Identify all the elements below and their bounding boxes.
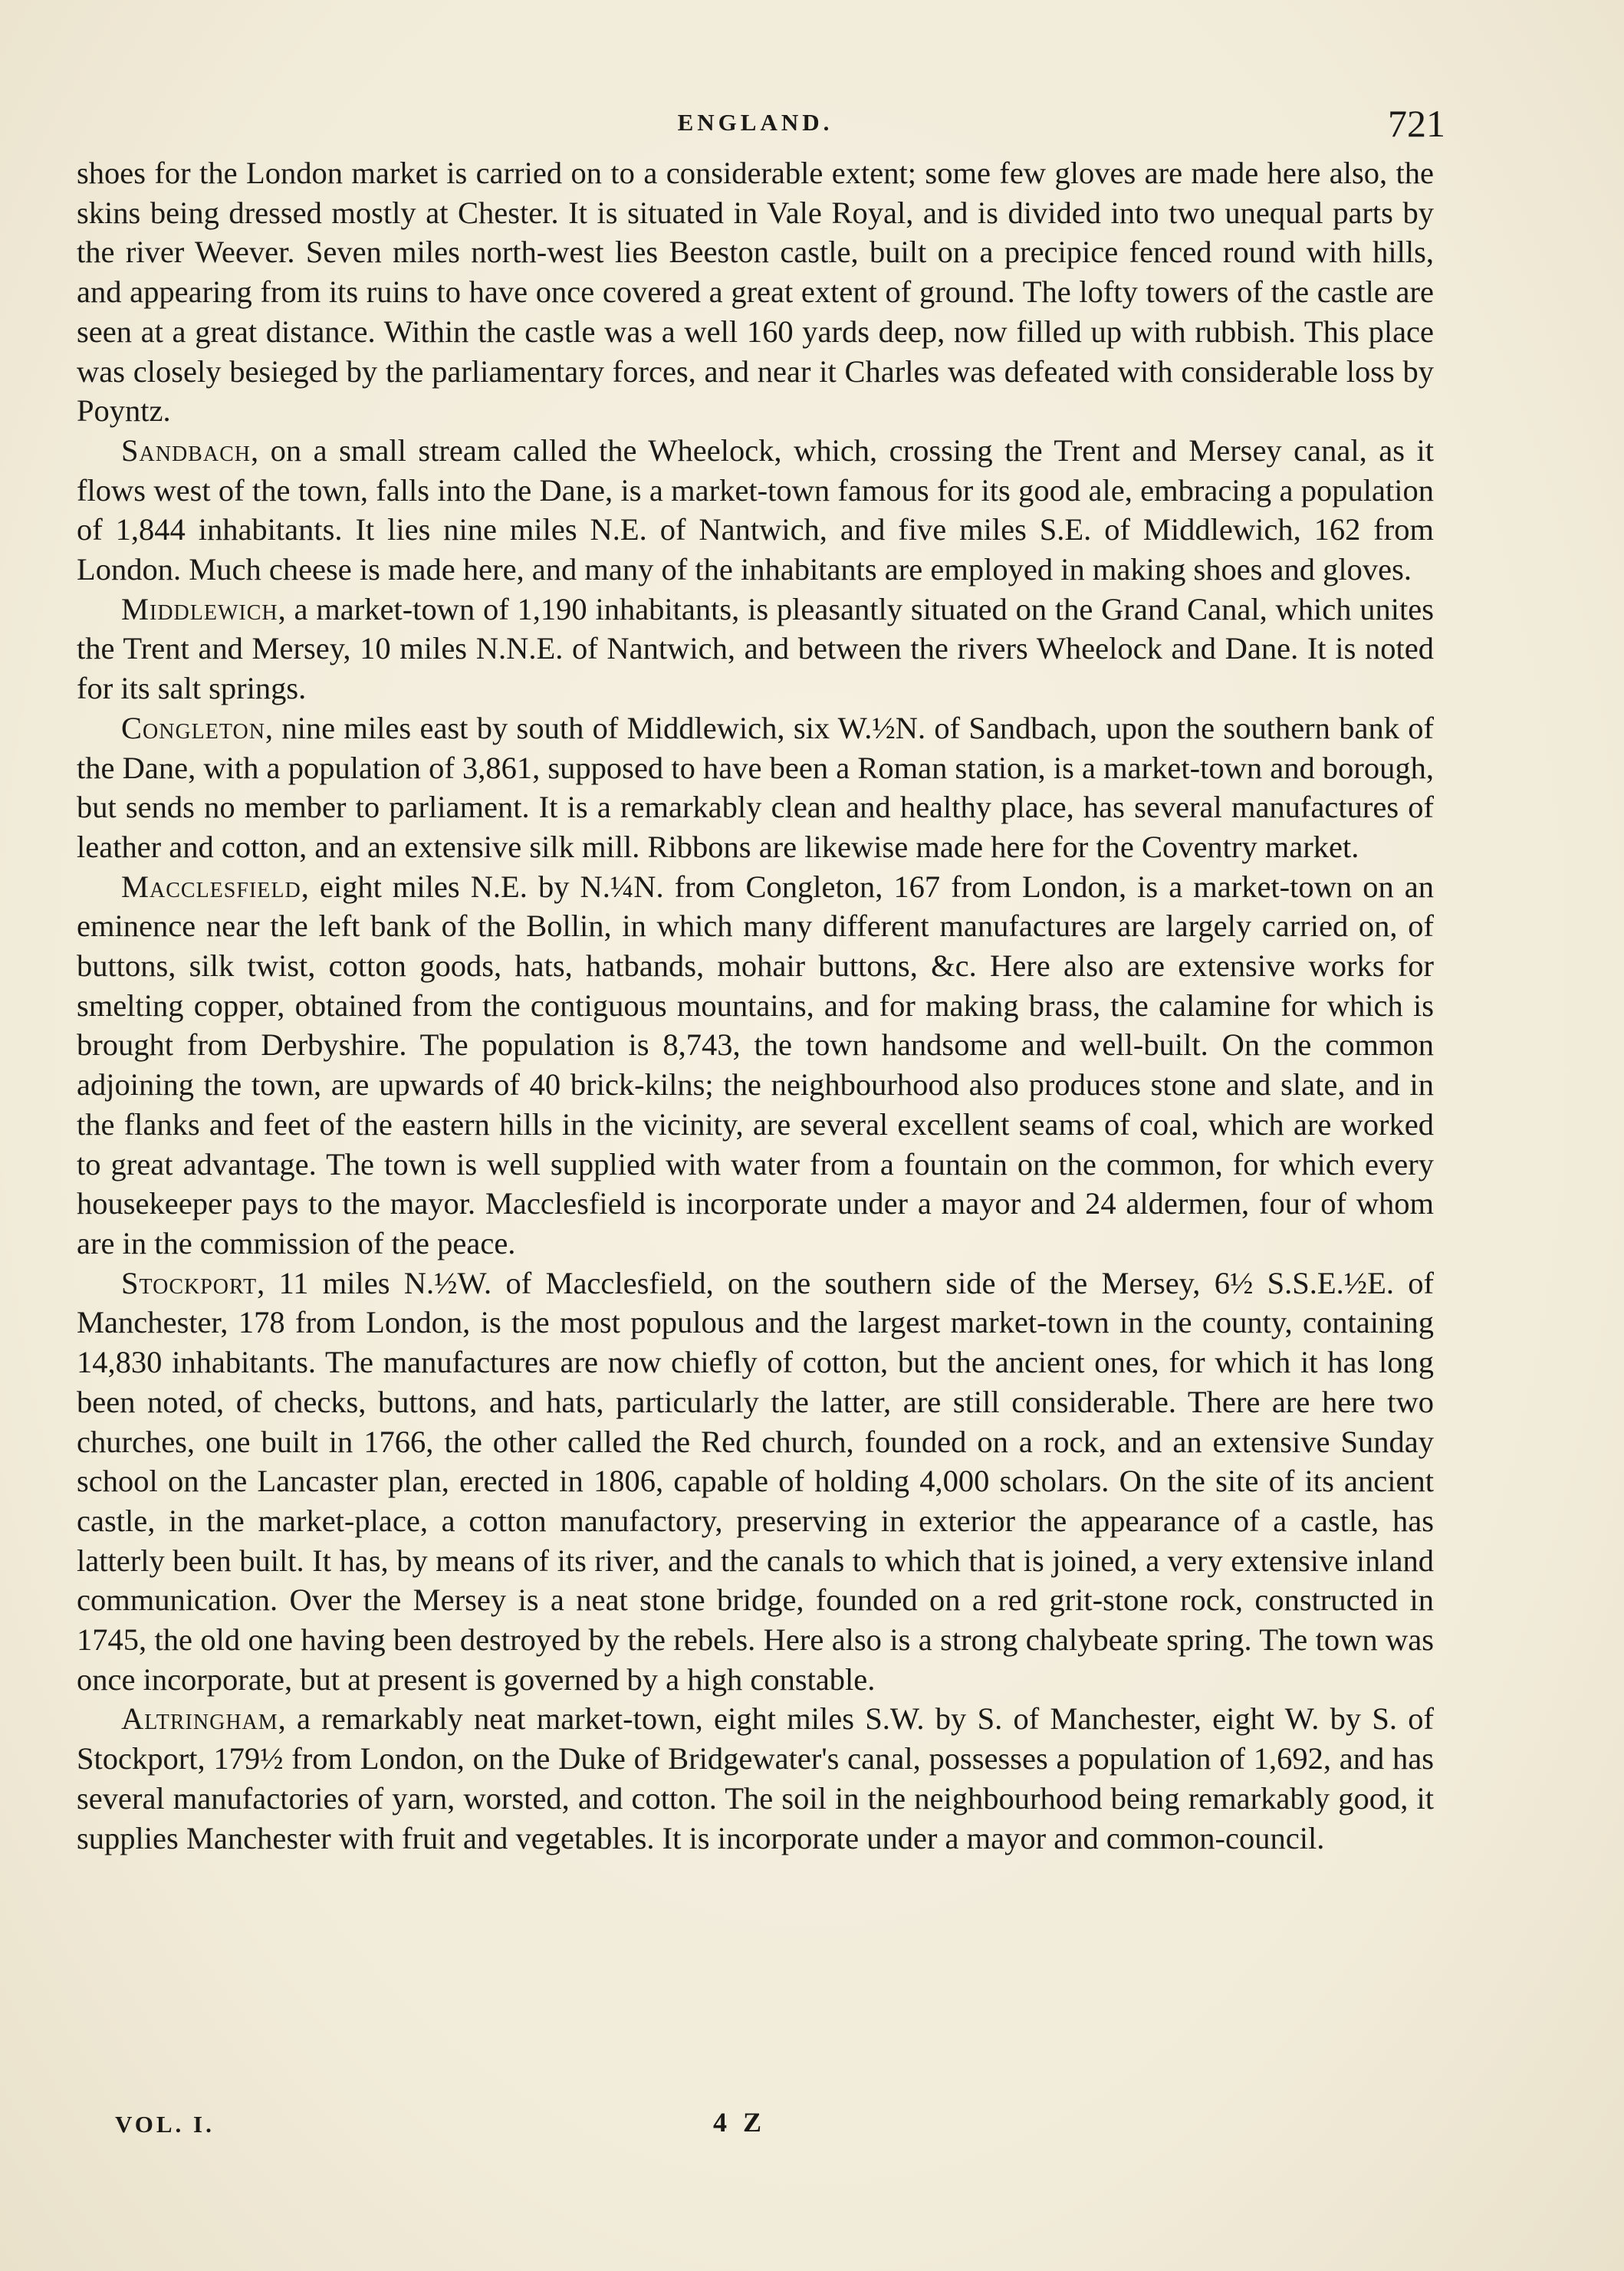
paragraph-text: , 11 miles N.½W. of Macclesfield, on the southern side of the Mersey, 6½ S.S.E.½E. of Manchester, 178 from London, is the most populous and the largest market-town in the county, containing 14,830 inhabitants. The manufactures are now chiefly of cotton, but the ancient ones, for which it has long been noted, of checks, buttons, and hats, particularly the latter, are still considerable. There are here two churches, one built in 1766, the other called the Red church, founded on a rock, and an extensive Sunday school on the Lancaster plan, erected in 1806, capable of holding 4,000 scholars. On the site of its ancient castle, in the market-place, a cotton manufactory, preserving in exterior the appearance of a castle, has latterly been built. It has, by means of its river, and the canals to which that is joined, a very extensive inland communication. Over the Mersey is a neat stone bridge, founded on a red grit-stone rock, constructed in 1745, the old one having been destroyed by the rebels. Here also is a strong chalybeate spring. The town was once incorporate, but at present is governed by a high constable. xyxy=(77,1265,1434,1697)
volume-label: VOL. I. xyxy=(115,2111,215,2138)
paragraph-stockport xyxy=(77,1264,1434,1700)
signature-mark: 4 Z xyxy=(713,2107,767,2138)
running-head xyxy=(77,101,1445,147)
paragraph-text: , a market-town of 1,190 inhabitants, is pleasantly situated on the Grand Canal, which unites the Trent and Mersey, 10 miles N.N.E. of Nantwich, and between the rivers Wheelock and Dane. It is noted for its salt springs. xyxy=(77,591,1434,706)
place-name: Middlewich xyxy=(121,591,278,626)
paragraph-macclesfield xyxy=(77,867,1434,1264)
paragraph-middlewich xyxy=(77,590,1434,708)
place-name: Congleton xyxy=(121,710,265,745)
paragraph-text: , eight miles N.E. by N.¼N. from Congleton, 167 from London, is a market-town on an eminence near the left bank of the Bollin, in which many different manufactures are largely carried on, of buttons, silk twist, cotton goods, hats, hatbands, mohair buttons, &c. Here also are extensive works for smelting copper, obtained from the contiguous mountains, and for making brass, the calamine for which is brought from Derbyshire. The population is 8,743, the town handsome and well-built. On the common adjoining the town, are upwards of 40 brick-kilns; the neighbourhood also produces stone and slate, and in the flanks and feet of the eastern hills in the vicinity, are several excellent seams of coal, which are worked to great advantage. The town is well supplied with water from a fountain on the common, for which every housekeeper pays to the mayor. Macclesfield is incorporate under a mayor and 24 aldermen, four of whom are in the commission of the peace. xyxy=(77,869,1434,1260)
paragraph-continuation xyxy=(77,153,1434,431)
page-footer xyxy=(115,2106,882,2144)
paragraph-text: , nine miles east by south of Middlewich, six W.½N. of Sandbach, upon the southern bank of the Dane, with a population of 3,861, supposed to have been a Roman station, is a market-town and borough, but sends no member to parliament. It is a remarkably clean and healthy place, has several manufactures of leather and cotton, and an extensive silk mill. Ribbons are likewise made here for the Coventry market. xyxy=(77,710,1434,864)
place-name: Stockport xyxy=(121,1265,258,1300)
body-text xyxy=(77,153,1434,1858)
paragraph-congleton xyxy=(77,708,1434,867)
place-name: Altringham xyxy=(121,1701,278,1737)
paragraph-sandbach xyxy=(77,431,1434,590)
paragraph-text: shoes for the London market is carried on to a considerable extent; some few gloves are made here also, the skins being dressed mostly at Chester. It is situated in Vale Royal, and is divided into two unequal parts by the river Weever. Seven miles north-west lies Beeston castle, built on a precipice fenced round with hills, and appearing from its ruins to have once covered a great extent of ground. The lofty towers of the castle are seen at a great distance. Within the castle was a well 160 yards deep, now filled up with rubbish. This place was closely besieged by the parliamentary forces, and near it Charles was defeated with considerable loss by Poyntz. xyxy=(77,156,1434,429)
running-title: ENGLAND. xyxy=(677,109,833,136)
place-name: Macclesfield xyxy=(121,869,301,904)
paragraph-altringham xyxy=(77,1699,1434,1858)
place-name: Sandbach xyxy=(121,432,251,468)
paragraph-text: , a remarkably neat market-town, eight miles S.W. by S. of Manchester, eight W. by S. of Stockport, 179½ from London, on the Duke of Bridgewater's canal, possesses a population of 1,692, and has several manufactories of yarn, worsted, and cotton. The soil in the neighbourhood being remarkably good, it supplies Manchester with fruit and vegetables. It is incorporate under a mayor and common-council. xyxy=(77,1701,1434,1855)
paragraph-text: , on a small stream called the Wheelock, which, crossing the Trent and Mersey canal, as it flows west of the town, falls into the Dane, is a market-town famous for its good ale, embracing a population of 1,844 inhabitants. It lies nine miles N.E. of Nantwich, and five miles S.E. of Middlewich, 162 from London. Much cheese is made here, and many of the inhabitants are employed in making shoes and gloves. xyxy=(77,432,1434,587)
page-number: 721 xyxy=(1388,102,1445,145)
